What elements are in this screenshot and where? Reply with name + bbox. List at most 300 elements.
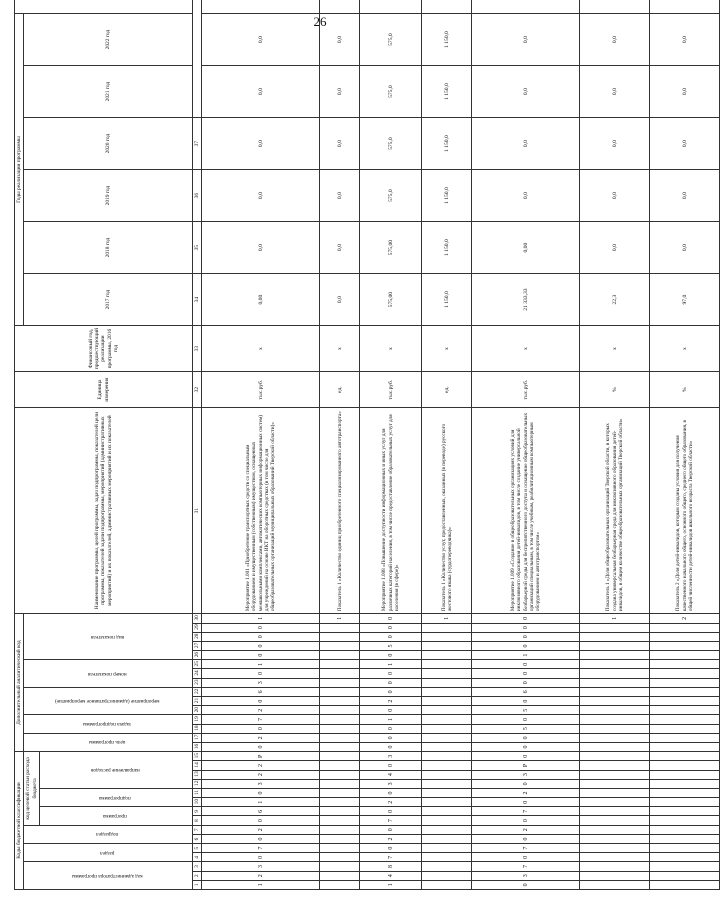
code-cell xyxy=(650,844,720,853)
code-cell xyxy=(320,706,360,715)
code-cell: 4 xyxy=(360,871,422,880)
row-name: Мероприятие 1.001 «Приобретение транспортных средств со специальным оборудованием и имущественным (собственным) имуществом, оснащенных межшкольными комплексами, автоматических компьютерных информационных систем) для учреждений на основе ИКТ на оборотных средствах (в том числе для общеобразовательных организаций муниципальных образований Тверской области)» xyxy=(202,408,320,614)
code-cell: 7 xyxy=(202,715,320,724)
code-cell: 0 xyxy=(360,788,422,797)
code-header-goal xyxy=(24,733,193,751)
code-header-subsection-label: подраздел xyxy=(95,831,119,838)
row-base-year: х xyxy=(650,326,720,372)
code-cell: 5 xyxy=(472,706,580,715)
code-cell xyxy=(320,742,360,751)
code-cell xyxy=(320,678,360,687)
code-cell xyxy=(650,862,720,871)
code-cell xyxy=(580,798,650,807)
code-cell: 0 xyxy=(360,807,422,816)
code-cell xyxy=(422,687,472,696)
code-cell: 2 xyxy=(202,770,320,779)
year-header-2017: 2017 год xyxy=(24,274,193,326)
column-number: 12 xyxy=(193,779,202,788)
row-total xyxy=(580,0,650,14)
column-number: 16 xyxy=(193,742,202,751)
code-cell xyxy=(580,770,650,779)
code-cell: 0 xyxy=(472,733,580,742)
code-cell: 0 xyxy=(202,853,320,862)
row-year-value: 0,0 xyxy=(580,222,650,274)
code-cell xyxy=(422,871,472,880)
row-total xyxy=(360,0,422,14)
code-cell: 0 xyxy=(472,779,580,788)
code-cell: 1 xyxy=(580,614,650,623)
code-cell xyxy=(320,825,360,834)
row-year-value: 0,0 xyxy=(472,14,580,66)
code-cell: 0 xyxy=(472,678,580,687)
column-number: 10 xyxy=(193,798,202,807)
code-header-direction-label: направление расходов xyxy=(90,767,140,774)
code-cell xyxy=(580,742,650,751)
year-header-2019: 2019 год xyxy=(24,170,193,222)
code-cell: 3 xyxy=(202,678,320,687)
code-cell xyxy=(320,807,360,816)
code-cell: 0 xyxy=(202,669,320,678)
column-number: 6 xyxy=(193,834,202,843)
row-year-value: 1 150,0 xyxy=(422,170,472,222)
code-header-number xyxy=(24,660,193,688)
code-cell xyxy=(422,779,472,788)
code-cell xyxy=(422,706,472,715)
code-cell xyxy=(650,834,720,843)
column-number: 23 xyxy=(193,678,202,687)
row-name: Показатель 2 «Доля детей-инвалидов, которым созданы условия для получения качественного начального общего, основного общего, среднего общего образования, в общей численности детей-инвалидов школьного возраста Тверской области» xyxy=(650,408,720,614)
code-cell: 0 xyxy=(202,742,320,751)
row-base-year: х xyxy=(320,326,360,372)
code-cell xyxy=(580,853,650,862)
code-cell: 3 xyxy=(202,862,320,871)
code-cell: 0 xyxy=(360,844,422,853)
row-name: Показатель 1 «Количество услуг, предоставленных, оказанных (в переводе) русского жестового языка (сурдопереводчика)» xyxy=(422,408,472,614)
code-cell xyxy=(650,752,720,761)
code-header-admin-label: код администратора программы xyxy=(71,872,143,879)
code-cell: 0 xyxy=(472,742,580,751)
code-cell xyxy=(580,669,650,678)
code-cell xyxy=(320,834,360,843)
row-base-year: х xyxy=(422,326,472,372)
code-header-indicator_type xyxy=(24,614,193,660)
code-cell: 0 xyxy=(472,816,580,825)
row-year-value: 0,0 xyxy=(472,118,580,170)
code-cell: 0 xyxy=(202,834,320,843)
code-cell xyxy=(422,880,472,889)
row-year-value: 0,0 xyxy=(320,118,360,170)
table-row xyxy=(472,0,580,890)
column-number: 31 xyxy=(193,408,202,614)
code-cell: 3 xyxy=(472,871,580,880)
code-cell: 5 xyxy=(472,724,580,733)
code-cell: 0 xyxy=(472,715,580,724)
column-number: 33 xyxy=(193,326,202,372)
row-year-value: 575,0 xyxy=(360,170,422,222)
row-base-year: х xyxy=(360,326,422,372)
program-table xyxy=(14,0,720,890)
code-cell: 2 xyxy=(472,788,580,797)
code-cell xyxy=(650,825,720,834)
column-number: 9 xyxy=(193,807,202,816)
column-number: 25 xyxy=(193,660,202,669)
code-cell: 2 xyxy=(202,733,320,742)
column-number: 2 xyxy=(193,871,202,880)
code-cell xyxy=(650,697,720,706)
row-year-value: 575,00 xyxy=(360,274,422,326)
column-number-row xyxy=(193,0,202,890)
code-cell xyxy=(320,798,360,807)
code-cell: 0 xyxy=(360,733,422,742)
budget-codes-header: Коды бюджетной классификации xyxy=(15,752,24,890)
code-cell: 0 xyxy=(472,614,580,623)
code-cell: 0 xyxy=(472,752,580,761)
column-number: 5 xyxy=(193,844,202,853)
column-number: 13 xyxy=(193,770,202,779)
row-year-value: 0,00 xyxy=(202,274,320,326)
code-cell: 2 xyxy=(202,825,320,834)
unit-column-header: Единица измерения xyxy=(15,372,193,408)
column-number: 30 xyxy=(193,614,202,623)
row-name: Показатель 1 «Количество единиц приобретенного специализированного автотранспорта» xyxy=(320,408,360,614)
row-year-value: 0,0 xyxy=(320,274,360,326)
code-cell: 1 xyxy=(472,651,580,660)
code-cell: 2 xyxy=(202,871,320,880)
code-cell xyxy=(650,742,720,751)
code-cell: 1 xyxy=(202,614,320,623)
code-cell: 0 xyxy=(360,687,422,696)
row-year-value: 0,0 xyxy=(580,14,650,66)
code-cell: 1 xyxy=(320,614,360,623)
code-cell xyxy=(650,798,720,807)
code-cell xyxy=(320,779,360,788)
code-cell: 3 xyxy=(360,779,422,788)
row-total xyxy=(320,0,360,14)
code-cell xyxy=(422,678,472,687)
code-cell xyxy=(320,770,360,779)
column-number: 36 xyxy=(193,170,202,222)
code-cell: 0 xyxy=(202,816,320,825)
column-number: 26 xyxy=(193,651,202,660)
table-row xyxy=(360,0,422,890)
table-row xyxy=(202,0,320,890)
code-cell: Р xyxy=(472,761,580,770)
code-cell xyxy=(320,724,360,733)
code-cell xyxy=(650,651,720,660)
code-cell xyxy=(650,687,720,696)
code-cell xyxy=(580,752,650,761)
column-number: 37 xyxy=(193,118,202,170)
code-cell xyxy=(320,623,360,632)
table-row xyxy=(580,0,650,890)
code-cell: 6 xyxy=(472,687,580,696)
column-number: 27 xyxy=(193,641,202,650)
code-cell xyxy=(650,706,720,715)
code-cell: 7 xyxy=(472,844,580,853)
code-header-number-label: номер показателя xyxy=(87,670,127,677)
code-cell xyxy=(320,871,360,880)
code-header-program xyxy=(40,807,193,825)
code-cell xyxy=(422,807,472,816)
code-cell xyxy=(320,641,360,650)
code-cell xyxy=(650,871,720,880)
code-cell xyxy=(320,733,360,742)
column-number: 17 xyxy=(193,733,202,742)
value-column-header xyxy=(15,0,193,14)
code-cell: 7 xyxy=(202,844,320,853)
code-cell xyxy=(422,798,472,807)
code-cell: 1 xyxy=(202,660,320,669)
code-header-measure-label: мероприятие (административное мероприятие) xyxy=(54,698,160,705)
row-base-year: х xyxy=(472,326,580,372)
column-number: 7 xyxy=(193,825,202,834)
code-cell: 0 xyxy=(472,632,580,641)
code-cell xyxy=(320,651,360,660)
code-cell xyxy=(422,844,472,853)
code-cell: 0 xyxy=(472,798,580,807)
code-cell xyxy=(650,641,720,650)
code-header-task xyxy=(24,715,193,733)
column-number: 15 xyxy=(193,752,202,761)
code-cell xyxy=(580,816,650,825)
code-cell: 0 xyxy=(202,697,320,706)
row-year-value: 0,0 xyxy=(580,118,650,170)
code-cell xyxy=(320,715,360,724)
code-cell xyxy=(422,853,472,862)
code-cell xyxy=(320,862,360,871)
column-number: 19 xyxy=(193,715,202,724)
code-cell xyxy=(422,715,472,724)
code-cell xyxy=(650,669,720,678)
code-cell: 0 xyxy=(202,724,320,733)
code-cell xyxy=(650,733,720,742)
column-number: 24 xyxy=(193,669,202,678)
column-number: 22 xyxy=(193,687,202,696)
row-year-value: 0,0 xyxy=(650,222,720,274)
code-cell xyxy=(580,651,650,660)
row-year-value: 22,3 xyxy=(580,274,650,326)
row-year-value: 0,0 xyxy=(202,222,320,274)
code-cell xyxy=(422,742,472,751)
row-year-value: 0,0 xyxy=(320,14,360,66)
target-article-code-header: код целевой статьи расхода бюджета xyxy=(24,752,40,826)
code-cell xyxy=(580,623,650,632)
code-cell xyxy=(580,825,650,834)
code-cell xyxy=(650,724,720,733)
code-header-subprogram-label: подпрограмма xyxy=(99,794,131,801)
page-number: 26 xyxy=(313,14,327,29)
code-cell: 0 xyxy=(202,641,320,650)
code-cell xyxy=(580,834,650,843)
code-cell xyxy=(422,669,472,678)
code-cell xyxy=(422,697,472,706)
row-name: Мероприятие 1.008 «Повышение доступности информационных и иных услуг для различных категорий населения, в том числе предоставление образовательных услуг для населения (в сфере)» xyxy=(360,408,422,614)
row-unit: % xyxy=(580,372,650,408)
code-cell: 6 xyxy=(202,807,320,816)
code-cell xyxy=(320,752,360,761)
year-header-2021: 2021 год xyxy=(24,66,193,118)
code-cell xyxy=(422,733,472,742)
column-number: 14 xyxy=(193,761,202,770)
code-cell: 0 xyxy=(360,669,422,678)
code-cell: 0 xyxy=(472,853,580,862)
code-cell: 1 xyxy=(422,614,472,623)
code-cell xyxy=(422,834,472,843)
row-total xyxy=(650,0,720,14)
row-name: Показатель 1 «Доля общеобразовательных организаций Тверской области, в которых создана универсальная безбарьерная среда для инклюзивного образования детей-инвалидов, в общем количестве общеобразовательных организаций Тверской области» xyxy=(580,408,650,614)
code-cell: 7 xyxy=(472,862,580,871)
code-header-section xyxy=(24,844,193,862)
code-cell: 0 xyxy=(472,623,580,632)
row-year-value: 0,0 xyxy=(580,170,650,222)
table-row xyxy=(320,0,360,890)
code-cell xyxy=(320,788,360,797)
code-cell xyxy=(650,770,720,779)
code-header-goal-label: цель программы xyxy=(88,739,126,746)
code-cell: 8 xyxy=(360,862,422,871)
code-cell xyxy=(422,816,472,825)
code-cell xyxy=(422,770,472,779)
row-total xyxy=(422,0,472,14)
code-cell: 1 xyxy=(202,880,320,889)
code-cell: 1 xyxy=(202,798,320,807)
column-number: 18 xyxy=(193,724,202,733)
code-cell xyxy=(650,788,720,797)
code-cell xyxy=(580,862,650,871)
code-cell xyxy=(580,871,650,880)
row-year-value: 0,0 xyxy=(320,66,360,118)
code-cell: 1 xyxy=(360,715,422,724)
code-cell: 1 xyxy=(360,880,422,889)
code-cell: 0 xyxy=(472,834,580,843)
code-cell xyxy=(650,678,720,687)
code-header-task-label: задача подпрограммы xyxy=(83,721,132,728)
row-year-value: 0,0 xyxy=(650,66,720,118)
code-cell xyxy=(650,853,720,862)
column-number: 29 xyxy=(193,623,202,632)
row-base-year: х xyxy=(202,326,320,372)
code-header-subprogram xyxy=(40,788,193,806)
row-year-value: 0,0 xyxy=(580,66,650,118)
row-total xyxy=(472,0,580,14)
code-cell xyxy=(320,816,360,825)
row-year-value: 0,0 xyxy=(202,66,320,118)
code-cell: 5 xyxy=(360,641,422,650)
code-cell xyxy=(320,761,360,770)
row-year-value: 575,0 xyxy=(360,66,422,118)
column-number: 32 xyxy=(193,372,202,408)
code-cell xyxy=(580,641,650,650)
code-cell xyxy=(422,641,472,650)
code-cell xyxy=(580,715,650,724)
code-cell xyxy=(320,844,360,853)
table-row xyxy=(650,0,720,890)
row-year-value: 0,0 xyxy=(472,66,580,118)
row-year-value: 575,0 xyxy=(360,118,422,170)
column-number: 4 xyxy=(193,853,202,862)
name-column-header: Наименование программы, целей программы, задач подпрограммы, показателей цели программы, показателей задачи подпрограммы, мероприятий (административных мероприятий) и их показателей, административных мероприятий и их показателей xyxy=(15,408,193,614)
row-unit: тыс.руб. xyxy=(472,372,580,408)
row-year-value: 0,0 xyxy=(320,170,360,222)
code-cell: 7 xyxy=(472,807,580,816)
code-cell: 1 xyxy=(360,660,422,669)
code-cell xyxy=(580,733,650,742)
year-header-2020: 2020 год xyxy=(24,118,193,170)
code-cell xyxy=(422,651,472,660)
code-cell: 0 xyxy=(472,641,580,650)
code-cell xyxy=(580,660,650,669)
code-header-indicator_type-label: вид показателя xyxy=(90,633,124,640)
row-name: Мероприятие 1.009 «Создание в общеобразовательных организациях условий для инклюзивного образования детей-инвалидов, в том числе создание универсальной безбарьерной среды для беспрепятственного доступа и оснащение общеобразовательных организаций специальным, в том числе учебным, реабилитационным компьютерным оборудованием и автотранспортом» xyxy=(472,408,580,614)
code-cell xyxy=(320,697,360,706)
code-header-subsection xyxy=(24,825,193,843)
code-cell xyxy=(580,844,650,853)
row-unit: ед. xyxy=(320,372,360,408)
year-header-2022: 2022 год xyxy=(24,14,193,66)
code-cell xyxy=(580,807,650,816)
code-cell xyxy=(320,853,360,862)
row-year-value: 575,0 xyxy=(360,14,422,66)
code-cell: 0 xyxy=(472,697,580,706)
code-cell: 0 xyxy=(472,880,580,889)
column-number: 11 xyxy=(193,788,202,797)
row-year-value: 0,0 xyxy=(472,170,580,222)
code-cell xyxy=(422,632,472,641)
year-header-2018: 2018 год xyxy=(24,222,193,274)
code-cell: 2 xyxy=(650,614,720,623)
table-row xyxy=(422,0,472,890)
code-header-section-label: раздел xyxy=(99,849,115,856)
row-year-value: 1 150,0 xyxy=(422,66,472,118)
row-total xyxy=(202,0,320,14)
code-cell: 0 xyxy=(360,706,422,715)
code-cell: 0 xyxy=(360,825,422,834)
code-cell: 2 xyxy=(360,834,422,843)
row-year-value: 1 150,0 xyxy=(422,118,472,170)
code-cell: 4 xyxy=(360,770,422,779)
code-cell xyxy=(650,761,720,770)
code-cell xyxy=(320,632,360,641)
code-cell xyxy=(650,779,720,788)
row-year-value: 0,0 xyxy=(202,118,320,170)
code-header-program-label: программа xyxy=(103,813,127,819)
code-cell: 6 xyxy=(202,687,320,696)
code-cell: 0 xyxy=(360,623,422,632)
code-cell xyxy=(580,687,650,696)
row-year-value: 0,0 xyxy=(202,170,320,222)
base-year-column-header: Финансовый год, предшествующий реализации программы, 2016 год xyxy=(15,326,193,372)
code-cell xyxy=(580,761,650,770)
code-cell xyxy=(580,788,650,797)
rotated-table-frame xyxy=(14,29,694,890)
column-number: 1 xyxy=(193,880,202,889)
code-cell xyxy=(580,880,650,889)
row-unit: тыс.руб. xyxy=(202,372,320,408)
program-years-header: Годы реализации программы xyxy=(15,14,24,326)
code-cell xyxy=(422,724,472,733)
code-cell xyxy=(422,788,472,797)
code-cell xyxy=(650,807,720,816)
code-cell xyxy=(650,715,720,724)
code-cell: 2 xyxy=(360,798,422,807)
row-base-year: х xyxy=(580,326,650,372)
row-year-value: 21 333,33 xyxy=(472,274,580,326)
code-cell xyxy=(650,816,720,825)
code-cell xyxy=(580,724,650,733)
code-cell xyxy=(422,660,472,669)
code-cell: 0 xyxy=(360,651,422,660)
column-number: 8 xyxy=(193,816,202,825)
